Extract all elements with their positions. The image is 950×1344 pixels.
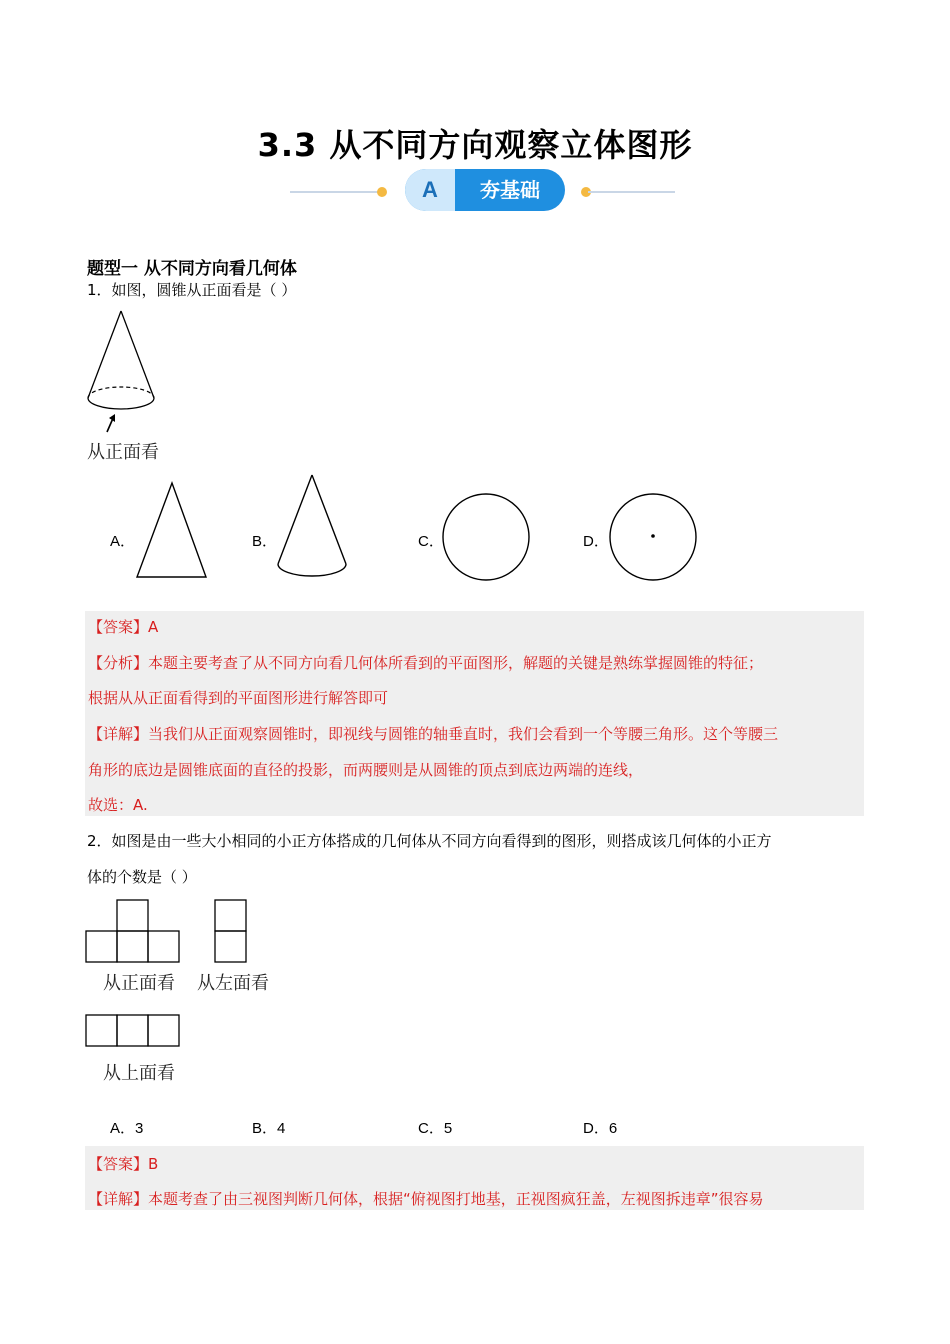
front-view-figure	[85, 898, 185, 964]
q1-option-b-label: B．	[252, 533, 278, 550]
q2-option-a: A．3	[110, 1120, 144, 1137]
section-badge	[405, 169, 565, 211]
page-title: 3.3 从不同方向观察立体图形	[257, 126, 693, 164]
option-b-cone	[274, 472, 354, 582]
q1-detail-line-2: 角形的底边是圆锥底面的直径的投影，而两腰则是从圆锥的顶点到底边两端的连线，	[88, 761, 644, 779]
q1-option-a-label: A．	[110, 533, 136, 550]
q2-detail-line-1: 【详解】本题考查了由三视图判断几何体，根据“俯视图打地基，正视图疯狂盖，左视图拆违章”很容易	[88, 1190, 764, 1208]
front-view-caption: 从正面看	[103, 973, 175, 994]
cone-caption: 从正面看	[87, 442, 159, 463]
badge-letter: A	[405, 169, 455, 211]
cone-figure	[85, 308, 165, 438]
q1-option-c-label: C．	[418, 533, 444, 550]
section-heading: 题型一 从不同方向看几何体	[87, 259, 297, 279]
top-view-figure	[85, 1013, 185, 1049]
q1-analysis-line-2: 根据从从正面看得到的平面图形进行解答即可	[88, 689, 389, 707]
q1-answer-box	[85, 611, 864, 816]
q2-stem-line-2: 体的个数是（ ）	[87, 868, 197, 886]
q1-analysis-line-1: 【分析】本题主要考查了从不同方向看几何体所看到的平面图形，解题的关键是熟练掌握圆锥的特征；	[88, 654, 764, 672]
q1-choice: 故选：A.	[88, 796, 148, 814]
option-d-circle-with-dot	[608, 492, 698, 582]
q2-option-c: C．5	[418, 1120, 453, 1137]
option-a-triangle	[134, 480, 214, 580]
left-view-caption: 从左面看	[197, 973, 269, 994]
q1-detail-line-1: 【详解】当我们从正面观察圆锥时，即视线与圆锥的轴垂直时，我们会看到一个等腰三角形。这个等腰三	[88, 725, 779, 743]
q2-answer-box	[85, 1146, 864, 1210]
q1-answer: 【答案】A	[88, 618, 159, 636]
q2-answer: 【答案】B	[88, 1155, 159, 1173]
q2-stem-line-1: 2．如图是由一些大小相同的小正方体搭成的几何体从不同方向看得到的图形，则搭成该几何体的小正方	[87, 832, 772, 850]
q2-option-d: D．6	[583, 1120, 618, 1137]
option-c-circle	[441, 492, 531, 582]
q1-stem: 1．如图，圆锥从正面看是（ ）	[87, 281, 297, 299]
badge-label: 夯基础	[480, 178, 540, 202]
left-view-figure	[213, 898, 253, 964]
q2-option-b: B．4	[252, 1120, 286, 1137]
q1-option-d-label: D．	[583, 533, 609, 550]
top-view-caption: 从上面看	[103, 1063, 175, 1084]
